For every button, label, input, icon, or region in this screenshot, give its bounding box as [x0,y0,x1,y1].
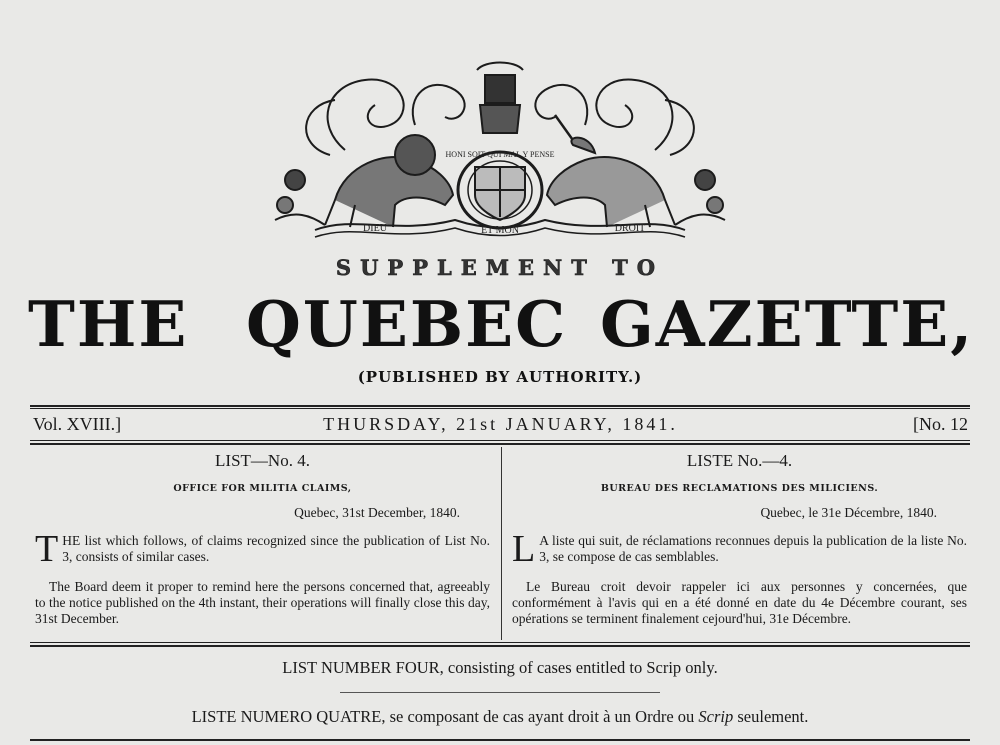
newspaper-title [28,284,973,364]
divider-rule [30,645,970,647]
bleed-through-text [55,70,64,94]
office-heading: BUREAU DES RECLAMATIONS DES MILICIENS. [600,483,879,494]
paragraph-text: A liste qui suit, de réclamations reconnues depuis la publication de la liste No. 3, se compose de cas semblables. [539,533,967,564]
divider-rule [30,405,970,407]
drop-cap: T [35,528,59,570]
volume-number: Vol. XVIII.] [33,414,122,434]
divider-rule [30,408,970,409]
issue-number: [No. 12 [913,414,968,434]
english-column [35,449,490,641]
motto-dieu-text: DIEU [363,223,387,234]
list-heading: LIST—No. 4. [215,451,310,470]
drop-cap: L [512,528,536,570]
list-number-english: LIST NUMBER FOUR, consisting of cases entitled to Scrip only. [282,658,718,677]
divider-rule [30,739,970,741]
title-word-quebec: QUEBEC [246,287,568,361]
divider-rule [30,440,970,441]
published-by-authority: (PUBLISHED BY AUTHORITY.) [357,368,643,386]
paragraph: The Board deem it proper to remind here the persons concerned that, agreeably to the notice published on the 4th instant, their operations will finally close this day, 31st December. [35,579,490,626]
french-column [512,449,967,641]
divider-rule [30,642,970,643]
issue-date: THURSDAY, 21st JANUARY, 1841. [323,414,678,434]
motto-et-mon-text: ET MON [481,225,519,236]
title-word-the: THE [28,287,189,361]
paragraph-text: HE list which follows, of claims recognized since the publication of List No. 3, consists of similar cases. [62,533,490,564]
list-heading: LISTE No.—4. [686,451,793,470]
list-number-french [0,707,1000,727]
paragraph [512,528,967,570]
paragraph [35,528,490,570]
list-number-french-end: seulement. [733,707,809,726]
place-date: Quebec, 31st December, 1840. [294,505,460,520]
dateline [33,411,968,437]
short-divider [340,692,660,693]
office-heading: OFFICE FOR MILITIA CLAIMS, [173,483,352,494]
divider-rule [30,443,970,445]
paragraph: Le Bureau croit devoir rappeler ici aux personnes y concernées, que conformément à l'avis qui en a été donné en date du 4e Décembre courant, ses opérations se terminent finalement cejourd'hui, 31e Décembre. [512,579,967,626]
place-date: Quebec, le 31e Décembre, 1840. [760,505,937,520]
scrip-italic: Scrip [698,707,734,726]
list-number-french-text: LISTE NUMERO QUATRE, se composant de cas ayant droit à un Ordre ou [191,707,699,726]
title-word-gazette: GAZETTE, [600,287,975,361]
column-divider [501,447,502,640]
garter-motto-text: HONI SOIT QUI MAL Y PENSE [445,150,555,159]
supplement-heading: SUPPLEMENT TO [335,255,665,280]
royal-coat-of-arms [255,55,745,240]
motto-droit-text: DROIT [614,223,646,234]
